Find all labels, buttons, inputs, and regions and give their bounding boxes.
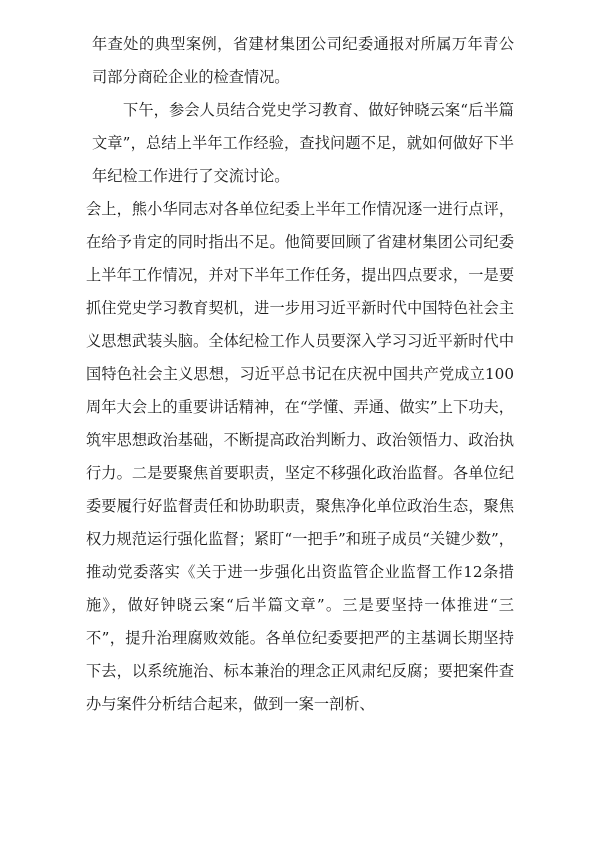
paragraph-meeting-remarks: 会上，熊小华同志对各单位纪委上半年工作情况逐一进行点评，在给予肯定的同时指出不足。他简要回顾了省建材集团公司纪委上半年工作情况，并对下半年工作任务，提出四点要求，一是要抓住党史学习教育契机，进一步用习近平新时代中国特色社会主义思想武装头脑。全体纪检工作人员要深入学习习近平新时代中国特色社会主义思想，习近平总书记在庆祝中国共产党成立100周年大会上的重要讲话精神，在“学懂、弄通、做实”上下功夫，筑牢思想政治基础，不断提高政治判断力、政治领悟力、政治执行力。二是要聚焦首要职责，坚定不移强化政治监督。各单位纪委要履行好监督责任和协助职责，聚焦净化单位政治生态，聚焦权力规范运行强化监督；紧盯“一把手”和班子成员“关键少数”，推动党委落实《关于进一步强化出资监管企业监督工作12条措施》，做好钟晓云案“后半篇文章”。三是要坚持一体推进“三不”，提升治理腐败效能。各单位纪委要把严的主基调长期坚持下去，以系统施治、标本兼治的理念正风肃纪反腐；要把案件查办与案件分析结合起来，做到一案一剖析、 [86,200,514,713]
paragraph-continuation: 年查处的典型案例，省建材集团公司纪委通报对所属万年青公司部分商砼企业的检查情况。 [92,35,514,86]
paragraph-afternoon-discussion: 下午，参会人员结合党史学习教育、做好钟晓云案“后半篇文章”，总结上半年工作经验，查找问题不足，就如何做好下半年纪检工作进行了交流讨论。 [92,101,514,185]
document-body [86,28,514,721]
